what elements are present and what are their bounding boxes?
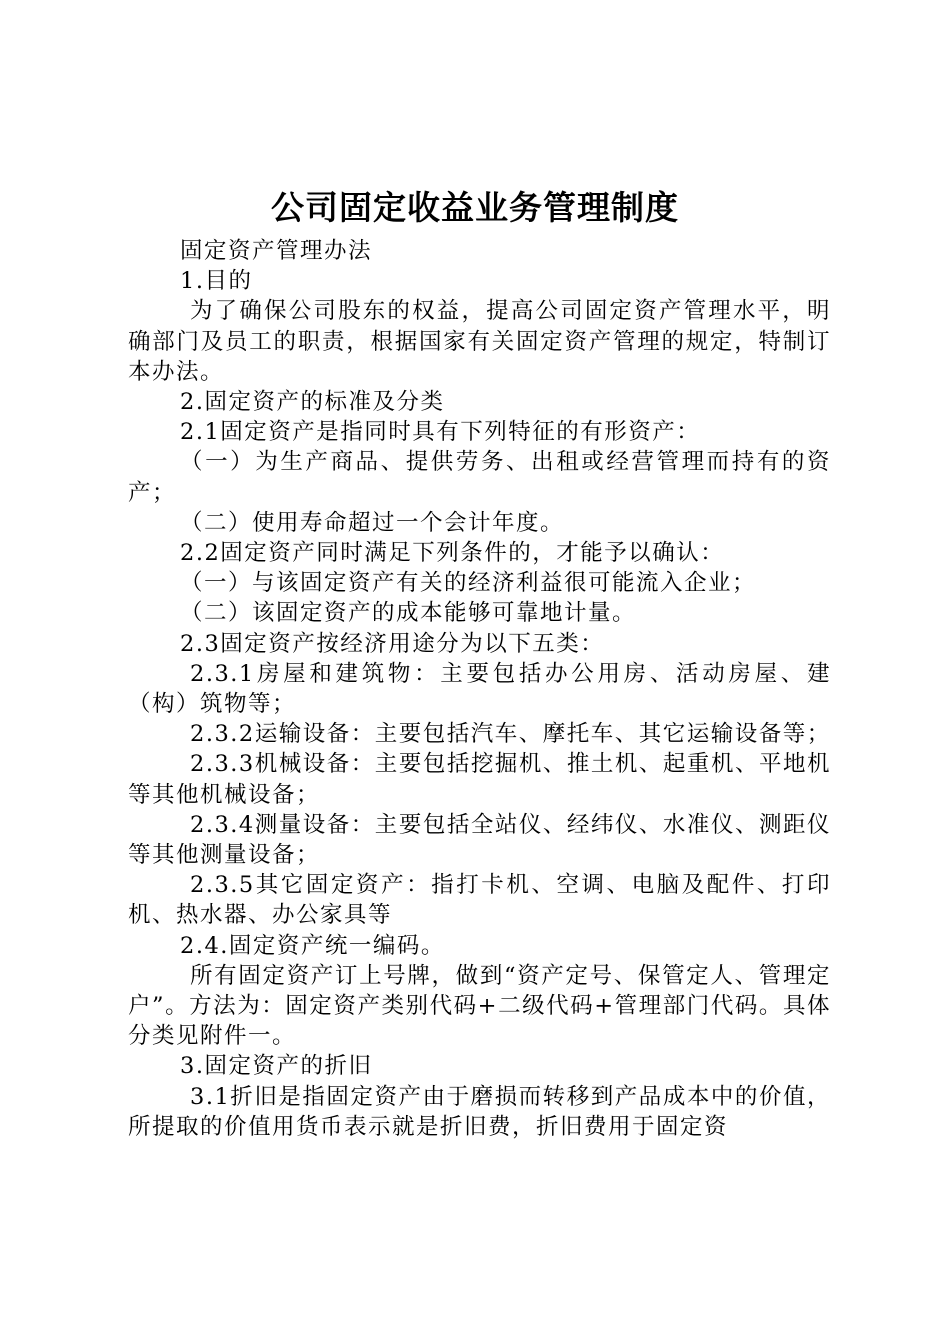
- document-title: 公司固定收益业务管理制度: [271, 188, 679, 227]
- paragraph: 2.4.固定资产统一编码。: [180, 932, 445, 959]
- paragraph: 2.3固定资产按经济用途分为以下五类：: [180, 630, 605, 657]
- paragraph: 固定资产管理办法: [180, 238, 373, 264]
- paragraph: 2.1固定资产是指同时具有下列特征的有形资产：: [180, 419, 701, 446]
- paragraph: 2.3.4测量设备：主要包括全站仪、经纬仪、水准仪、测距仪等其他测量设备；: [128, 811, 831, 869]
- paragraph: 3.固定资产的折旧: [180, 1053, 373, 1080]
- paragraph: （一）与该固定资产有关的经济利益很可能流入企业；: [180, 570, 757, 597]
- paragraph: 所有固定资产订上号牌，做到“资产定号、保管定人、管理定户”。方法为：固定资产类别代码+二级代码+管理部门代码。具体分类见附件一。: [128, 962, 831, 1050]
- paragraph: 2.3.1房屋和建筑物：主要包括办公用房、活动房屋、建（构）筑物等；: [128, 660, 831, 718]
- paragraph: 1.目的: [180, 268, 253, 295]
- paragraph: 2.固定资产的标准及分类: [180, 389, 445, 416]
- paragraph: （二）使用寿命超过一个会计年度。: [180, 509, 565, 536]
- paragraph: （二）该固定资产的成本能够可靠地计量。: [180, 600, 637, 627]
- document-body: [128, 236, 831, 1142]
- paragraph: 2.3.5其它固定资产：指打卡机、空调、电脑及配件、打印机、热水器、办公家具等: [128, 872, 831, 929]
- paragraph: 为了确保公司股东的权益，提高公司固定资产管理水平，明确部门及员工的职责，根据国家有关固定资产管理的规定，特制订本办法。: [128, 298, 831, 385]
- paragraph: 2.3.2运输设备：主要包括汽车、摩托车、其它运输设备等；: [190, 721, 831, 748]
- paragraph: 3.1折旧是指固定资产由于磨损而转移到产品成本中的价值，所提取的价值用货币表示就是折旧费，折旧费用于固定资: [128, 1083, 831, 1140]
- paragraph: （一）为生产商品、提供劳务、出租或经营管理而持有的资产；: [128, 449, 831, 506]
- paragraph: 2.2固定资产同时满足下列条件的，才能予以确认：: [180, 540, 725, 567]
- paragraph: 2.3.3机械设备：主要包括挖掘机、推土机、起重机、平地机等其他机械设备；: [128, 751, 831, 808]
